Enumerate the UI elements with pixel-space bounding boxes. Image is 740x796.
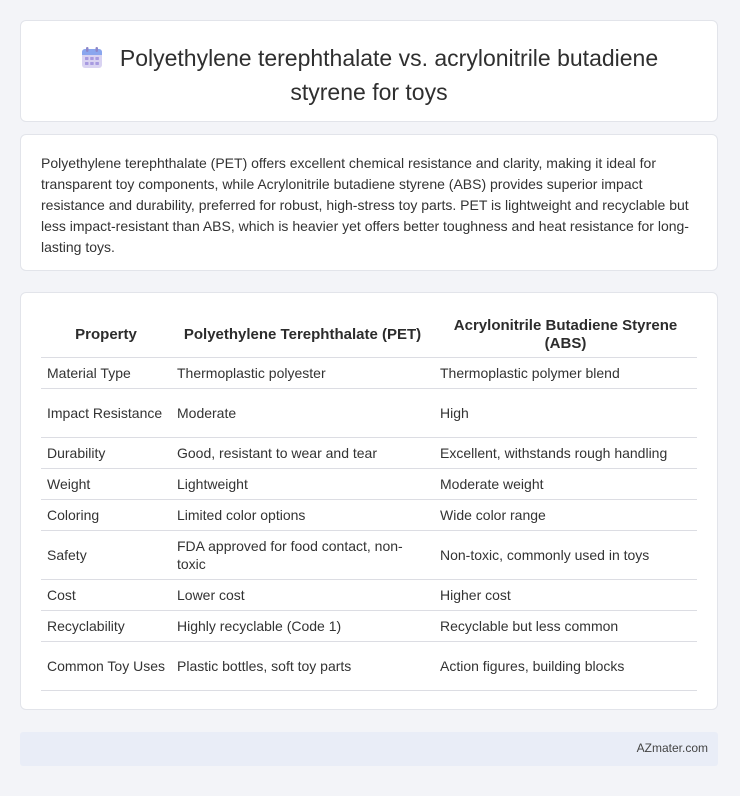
cell-pet: Lower cost [171, 580, 434, 611]
table-row [41, 611, 697, 642]
table-header-row [41, 315, 697, 358]
title-line-2: styrene for toys [290, 79, 448, 105]
cell-pet: Plastic bottles, soft toy parts [171, 642, 434, 691]
cell-pet: Moderate [171, 389, 434, 438]
cell-pet: Good, resistant to wear and tear [171, 438, 434, 469]
cell-abs: Wide color range [434, 500, 697, 531]
header-property: Property [41, 315, 171, 358]
cell-abs: Thermoplastic polymer blend [434, 358, 697, 389]
calendar-icon [80, 46, 104, 77]
cell-property: Safety [41, 531, 171, 580]
title-card [20, 20, 718, 122]
table-row [41, 580, 697, 611]
footer-bar [20, 732, 718, 766]
cell-property: Cost [41, 580, 171, 611]
cell-property: Weight [41, 469, 171, 500]
cell-abs: High [434, 389, 697, 438]
table-row [41, 531, 697, 580]
cell-abs: Moderate weight [434, 469, 697, 500]
table-row [41, 500, 697, 531]
footer-brand-link[interactable]: AZmater.com [636, 741, 708, 755]
table-row [41, 389, 697, 438]
cell-property: Durability [41, 438, 171, 469]
table-row [41, 438, 697, 469]
title-line-1: Polyethylene terephthalate vs. acrylonitrile butadiene [119, 45, 659, 71]
comparison-table [41, 315, 697, 691]
cell-property: Common Toy Uses [41, 642, 171, 691]
table-row [41, 358, 697, 389]
cell-pet: Highly recyclable (Code 1) [171, 611, 434, 642]
cell-property: Coloring [41, 500, 171, 531]
cell-abs: Higher cost [434, 580, 697, 611]
intro-card [20, 134, 718, 271]
cell-property: Impact Resistance [41, 389, 171, 438]
page-title [21, 43, 717, 107]
header-pet: Polyethylene Terephthalate (PET) [171, 315, 434, 358]
header-abs: Acrylonitrile Butadiene Styrene (ABS) [434, 315, 697, 358]
cell-pet: Limited color options [171, 500, 434, 531]
cell-abs: Action figures, building blocks [434, 642, 697, 691]
table-row [41, 469, 697, 500]
cell-pet: Thermoplastic polyester [171, 358, 434, 389]
intro-paragraph: Polyethylene terephthalate (PET) offers excellent chemical resistance and clarity, making it ideal for transparent toy components, while Acrylonitrile butadiene styrene (ABS) provides superior impact resistance and durability, preferred for robust, high-stress toy parts. PET is lightweight and recyclable but less impact-resistant than ABS, which is heavier yet offers better toughness and heat resistance for long-lasting toys. [41, 155, 689, 255]
cell-property: Material Type [41, 358, 171, 389]
cell-abs: Non-toxic, commonly used in toys [434, 531, 697, 580]
cell-abs: Recyclable but less common [434, 611, 697, 642]
comparison-card [20, 292, 718, 710]
cell-pet: FDA approved for food contact, non-toxic [171, 531, 434, 580]
table-row [41, 642, 697, 691]
cell-property: Recyclability [41, 611, 171, 642]
cell-pet: Lightweight [171, 469, 434, 500]
cell-abs: Excellent, withstands rough handling [434, 438, 697, 469]
